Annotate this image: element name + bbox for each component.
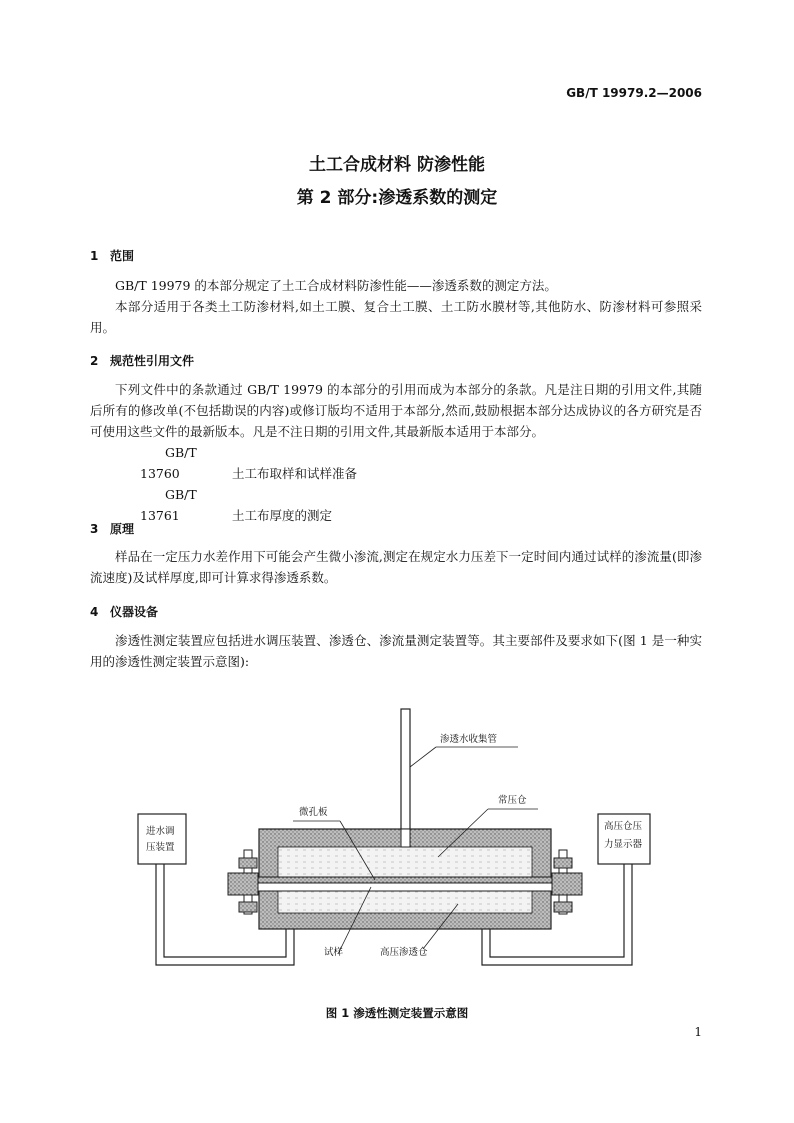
apparatus-diagram [118, 697, 668, 987]
figure-caption: 图 1 渗透性测定装置示意图 [325, 1006, 469, 1020]
reference-item [90, 484, 702, 526]
constant-pressure-chamber [278, 847, 532, 877]
figure-permeability-apparatus [118, 697, 668, 987]
section-number: 2 [90, 354, 99, 368]
collector-tube [401, 709, 410, 839]
section-1-heading [90, 247, 134, 264]
specimen-layer [228, 883, 582, 891]
reference-title: 土工布厚度的测定 [232, 508, 333, 523]
label-constant-chamber: 常压仓 [498, 795, 527, 806]
high-pressure-chamber [278, 891, 532, 913]
label-collector: 渗透水收集管 [440, 734, 498, 745]
section-title: 规范性引用文件 [110, 354, 195, 368]
section-number: 1 [90, 249, 99, 263]
section-3-heading [90, 520, 134, 537]
paragraph: 渗透性测定装置应包括进水调压装置、渗透仓、渗流量测定装置等。其主要部件及要求如下(图 1 是一种实用的渗透性测定装置示意图): [90, 633, 702, 669]
document-subtitle: 第 2 部分:渗透系数的测定 [296, 188, 498, 208]
section-1-body [90, 275, 702, 338]
section-3-body [90, 546, 702, 588]
paragraph: 下列文件中的条款通过 GB/T 19979 的本部分的引用而成为本部分的条款。凡是注日期的引用文件,其随后所有的修改单(不包括勘误的内容)或修订版均不适用于本部分,然而,鼓励根据本部分达成协议的各方研究是否可使用这些文件的最新版本。凡是不注日期的引用文件,其最新版本适用于本部分。 [90, 382, 702, 439]
section-number: 3 [90, 522, 99, 536]
section-title: 原理 [110, 522, 135, 536]
label-inlet-line2: 压装置 [146, 842, 175, 853]
paragraph: GB/T 19979 的本部分规定了土工合成材料防渗性能——渗透系数的测定方法。 [115, 278, 557, 293]
left-clamp-bolt [228, 850, 258, 914]
section-title: 范围 [110, 249, 135, 263]
paragraph: 样品在一定压力水差作用下可能会产生微小渗流,测定在规定水力压差下一定时间内通过试样的渗流量(即渗流速度)及试样厚度,即可计算求得渗透系数。 [90, 549, 702, 585]
label-high-chamber: 高压渗透仓 [380, 947, 428, 958]
reference-code: GB/T 13760 [140, 445, 197, 481]
section-4-body [90, 630, 702, 672]
section-title: 仪器设备 [110, 605, 159, 619]
paragraph: 本部分适用于各类土工防渗材料,如土工膜、复合土工膜、土工防水膜材等,其他防水、防渗材料可参照采用。 [90, 299, 702, 335]
standard-code: GB/T 19979.2—2006 [566, 86, 702, 100]
label-display-line1: 高压仓压 [604, 821, 643, 832]
label-specimen: 试样 [324, 947, 344, 958]
section-number: 4 [90, 605, 99, 619]
section-2-body [90, 379, 702, 526]
reference-code: GB/T 13761 [140, 487, 197, 523]
label-microporous: 微孔板 [299, 807, 328, 818]
reference-item [90, 442, 702, 484]
reference-title: 土工布取样和试样准备 [232, 466, 358, 481]
section-4-heading [90, 603, 158, 620]
inlet-regulator-box [138, 814, 186, 864]
label-inlet-line1: 进水调 [146, 826, 175, 837]
microporous-plate [228, 877, 582, 883]
right-clamp-bolt [552, 850, 582, 914]
label-display-line2: 力显示器 [604, 839, 643, 850]
page-number: 1 [694, 1025, 702, 1039]
section-2-heading [90, 352, 194, 369]
document-title: 土工合成材料 防渗性能 [309, 155, 485, 175]
